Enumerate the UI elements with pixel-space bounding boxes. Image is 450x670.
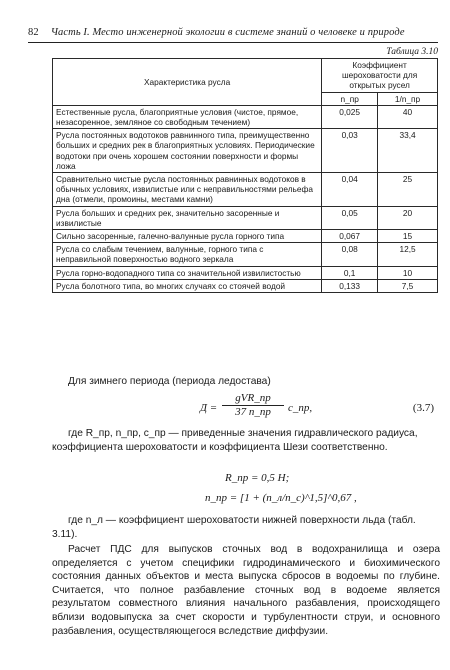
cell-n: 0,03 (322, 129, 378, 173)
table-row (53, 206, 438, 229)
formula1-denominator: 37 n_пр (235, 406, 271, 418)
header-characteristic: Характеристика русла (53, 59, 322, 106)
cell-inverse-n: 12,5 (378, 243, 438, 266)
running-header (28, 27, 438, 38)
table-row (53, 279, 438, 292)
equation-number: (3.7) (412, 402, 434, 414)
paragraph-definitions: где R_пр, n_пр, c_пр — приведенные значения гидравлического радиуса, коэффициента шероховатости и коэффициента Шези соответственно. (52, 428, 418, 453)
paragraph-ice-roughness: где n_л — коэффициент шероховатости нижней поверхности льда (табл. 3.11). (52, 515, 416, 540)
intro-line: Для зимнего периода (периода ледостава) (68, 376, 271, 387)
cell-description: Естественные русла, благоприятные условия (чистое, прямое, незасоренное, земляное со свободным течением) (53, 105, 322, 128)
table-row (53, 173, 438, 207)
cell-n: 0,04 (322, 173, 378, 207)
cell-n: 0,067 (322, 230, 378, 243)
paragraph-reservoirs: Расчет ПДС для выпусков сточных вод в водохранилища и озера определяется с учетом специфики гидродинамического и биохимического состояния данных объектов и места выпуска сбросов в водоемы по глубине. Считается, что полное разбавление сточных вод в водоеме является результатом совместного влияния начального разбавления, происходящего вблизи водовыпуска за счет скорости и турбулентности струи, и основного разбавления, осуществляющегося вследствие диффузии. (52, 544, 440, 637)
cell-description: Русла болотного типа, во многих случаях со стоячей водой (53, 279, 322, 292)
table-header-row (53, 59, 438, 93)
formula1-fraction (222, 392, 284, 418)
table-caption: Таблица 3.10 (386, 47, 438, 57)
formula1-lhs: Д = (200, 402, 218, 414)
cell-description: Русла больших и средних рек, значительно засоренные и извилистые (53, 206, 322, 229)
formula-3-7 (200, 392, 440, 426)
cell-n: 0,05 (322, 206, 378, 229)
header-coefficient: Коэффициент шероховатости для открытых русел (322, 59, 438, 93)
subheader-n: n_пр (322, 92, 378, 105)
cell-inverse-n: 40 (378, 105, 438, 128)
cell-description: Русла постоянных водотоков равнинного типа, преимущественно больших и средних рек в благоприятных условиях. Периодические водотоки при очень хорошем состоянии поверхности и формы ложа (53, 129, 322, 173)
cell-inverse-n: 20 (378, 206, 438, 229)
cell-description: Русла со слабым течением, валунные, горного типа с неправильной поверхностью водного зеркала (53, 243, 322, 266)
table-row (53, 243, 438, 266)
cell-description: Сильно засоренные, галечно-валунные русла горного типа (53, 230, 322, 243)
formula-hydraulic-radius: R_пр = 0,5 H; (225, 472, 290, 484)
cell-description: Сравнительно чистые русла постоянных равнинных водотоков в обычных условиях, извилистые или с неправильностями рельефа дна (отмели, промоины, местами камни) (53, 173, 322, 207)
table-row (53, 129, 438, 173)
table-row (53, 266, 438, 279)
cell-description: Русла горно-водопадного типа со значительной извилистостью (53, 266, 322, 279)
cell-inverse-n: 15 (378, 230, 438, 243)
table-row (53, 230, 438, 243)
cell-inverse-n: 33,4 (378, 129, 438, 173)
subheader-inverse-n: 1/n_пр (378, 92, 438, 105)
header-rule (28, 42, 438, 43)
cell-inverse-n: 7,5 (378, 279, 438, 292)
table-body (53, 105, 438, 292)
running-title: Часть I. Место инженерной экологии в системе знаний о человеке и природе (50, 27, 405, 38)
roughness-table (52, 58, 438, 293)
cell-n: 0,025 (322, 105, 378, 128)
cell-n: 0,1 (322, 266, 378, 279)
cell-inverse-n: 25 (378, 173, 438, 207)
formula1-numerator: gVR_пр (222, 392, 284, 406)
cell-n: 0,133 (322, 279, 378, 292)
formula1-rhs: c_пр, (288, 402, 313, 414)
cell-n: 0,08 (322, 243, 378, 266)
formula-roughness: n_пр = [1 + (n_л/n_с)^1,5]^0,67 , (205, 492, 357, 504)
table-row (53, 105, 438, 128)
cell-inverse-n: 10 (378, 266, 438, 279)
page-number: 82 (28, 27, 39, 38)
